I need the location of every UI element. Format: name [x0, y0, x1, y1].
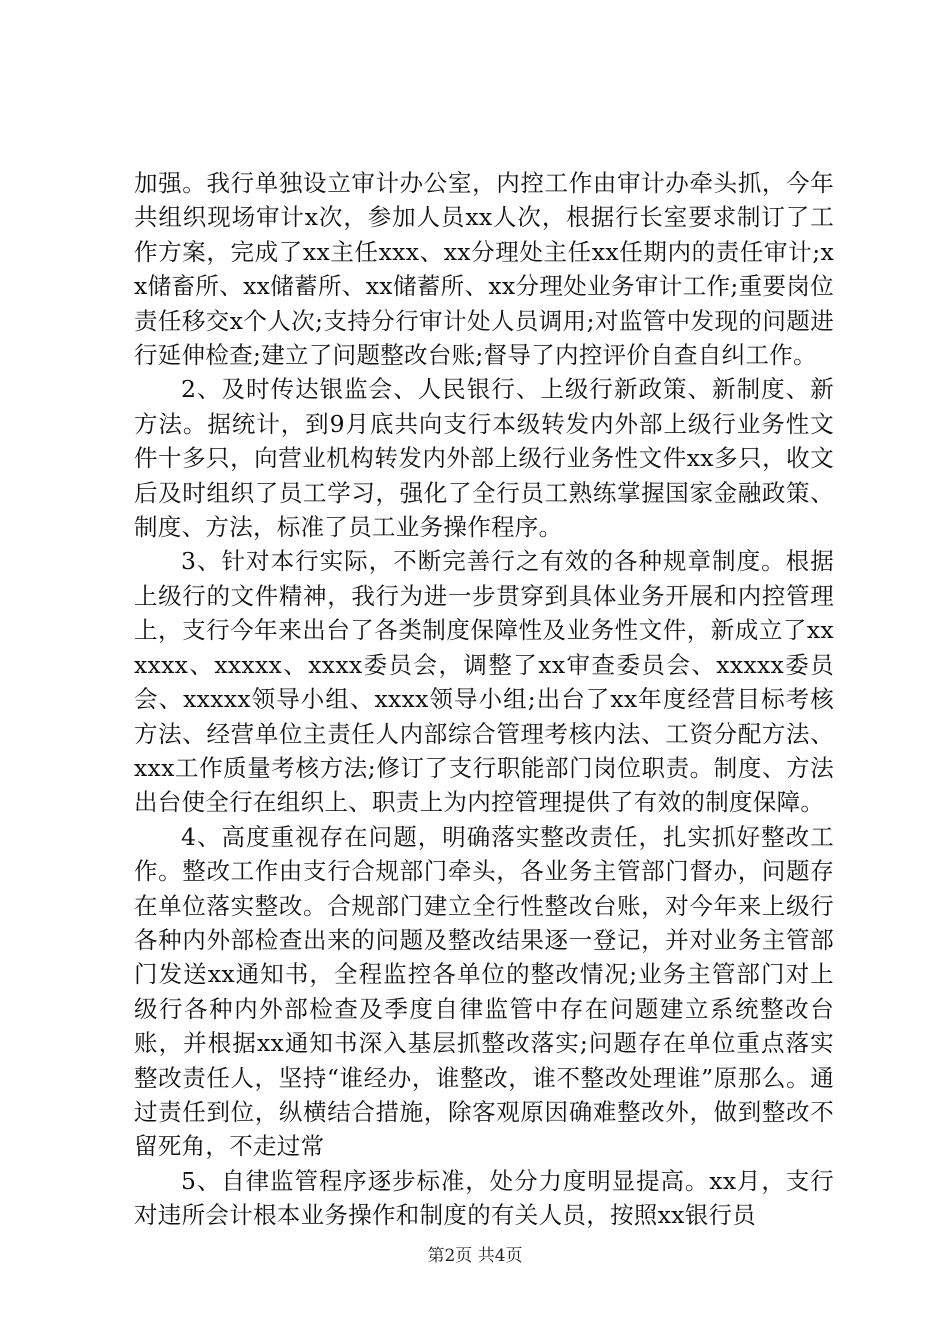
paragraph-2: 2、及时传达银监会、人民银行、上级行新政策、新制度、新方法。据统计，到9月底共向支行本级转发内外部上级行业务性文件十多只，向营业机构转发内外部上级行业务性文件xx多只，收文后及时组织了员工学习，强化了全行员工熟练掌握国家金融政策、制度、方法，标准了员工业务操作程序。	[134, 375, 834, 542]
paragraph-1: 加强。我行单独设立审计办公室，内控工作由审计办牵头抓，今年共组织现场审计x次，参加人员xx人次，根据行长室要求制订了工作方案，完成了xx主任xxx、xx分理处主任xx任期内的责任审计;xx储畜所、xx储蓄所、xx储蓄所、xx分理处业务审计工作;重要岗位责任移交x个人次;支持分行审计处人员调用;对监管中发现的问题进行延伸检查;建立了问题整改台账;督导了内控评价自查自纠工作。	[134, 169, 834, 370]
page-footer: 第2页 共4页	[427, 1246, 523, 1266]
paragraph-5: 5、自律监管程序逐步标准，处分力度明显提高。xx月，支行对违所会计根本业务操作和制度的有关人员，按照xx银行员	[134, 1166, 834, 1230]
paragraph-4: 4、高度重视存在问题，明确落实整改责任，扎实抓好整改工作。整改工作由支行合规部门牵头，各业务主管部门督办，问题存在单位落实整改。合规部门建立全行性整改台账，对今年来上级行各种内外部检查出来的问题及整改结果逐一登记，并对业务主管部门发送xx通知书，全程监控各单位的整改情况;业务主管部门对上级行各种内外部检查及季度自律监管中存在问题建立系统整改台账，并根据xx通知书深入基层抓整改落实;问题存在单位重点落实整改责任人，坚持“谁经办，谁整改，谁不整改处理谁”原那么。通过责任到位，纵横结合措施，除客观原因确难整改外，做到整改不留死角，不走过常	[134, 822, 834, 1161]
paragraph-3: 3、针对本行实际，不断完善行之有效的各种规章制度。根据上级行的文件精神，我行为进一步贯穿到具体业务开展和内控管理上，支行今年来出台了各类制度保障性及业务性文件，新成立了xxxxxx、xxxxx、xxxx委员会，调整了xx审查委员会、xxxxx委员会、xxxxx领导小组、xxxx领导小组;出台了xx年度经营目标考核方法、经营单位主责任人内部综合管理考核内法、工资分配方法、xxx工作质量考核方法;修订了支行职能部门岗位职责。制度、方法出台使全行在组织上、职责上为内控管理提供了有效的制度保障。	[134, 547, 834, 817]
document-body	[134, 166, 834, 1233]
